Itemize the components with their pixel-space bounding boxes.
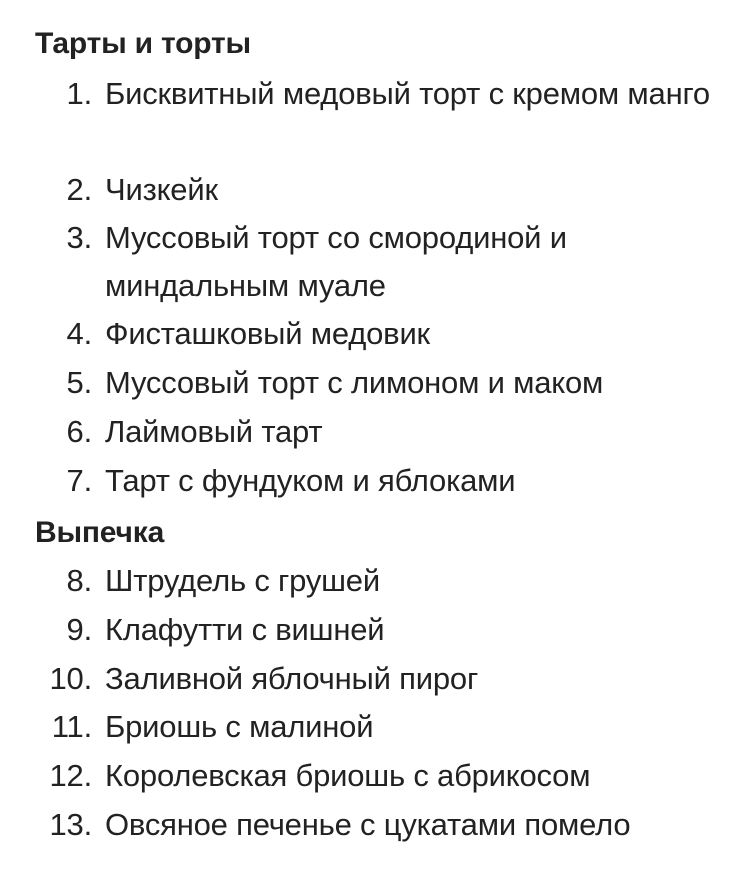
item-number: 8. <box>66 563 92 598</box>
item-number: 5. <box>66 365 92 400</box>
item-text: Заливной яблочный пирог <box>105 661 479 696</box>
item-number: 10. <box>49 661 92 696</box>
item-text: Бриошь с малиной <box>105 709 374 744</box>
item-number: 3. <box>66 220 92 255</box>
section-title-tarts: Тарты и торты <box>35 27 251 60</box>
item-text: Лаймовый тарт <box>105 414 323 449</box>
item-text: Чизкейк <box>105 172 218 207</box>
item-text: Муссовый торт со смородиной и миндальным муале <box>105 220 567 303</box>
item-number: 7. <box>66 463 92 498</box>
item-number: 1. <box>66 76 92 111</box>
item-number: 2. <box>66 172 92 207</box>
item-text: Овсяное печенье с цукатами помело <box>105 807 631 842</box>
item-number: 13. <box>49 807 92 842</box>
item-text: Фисташковый медовик <box>105 316 430 351</box>
item-number: 11. <box>51 709 92 744</box>
item-text: Штрудель с грушей <box>105 563 380 598</box>
section-title-pastry: Выпечка <box>35 516 165 549</box>
item-number: 4. <box>66 316 92 351</box>
item-number: 12. <box>49 758 92 793</box>
item-text: Бисквитный медовый торт с кремом манго <box>105 76 710 111</box>
item-number: 9. <box>66 612 92 647</box>
item-text: Королевская бриошь с абрикосом <box>105 758 591 793</box>
item-text: Муссовый торт с лимоном и маком <box>105 365 604 400</box>
item-number: 6. <box>66 414 92 449</box>
item-text: Клафутти с вишней <box>105 612 385 647</box>
item-text: Тарт с фундуком и яблоками <box>105 463 516 498</box>
